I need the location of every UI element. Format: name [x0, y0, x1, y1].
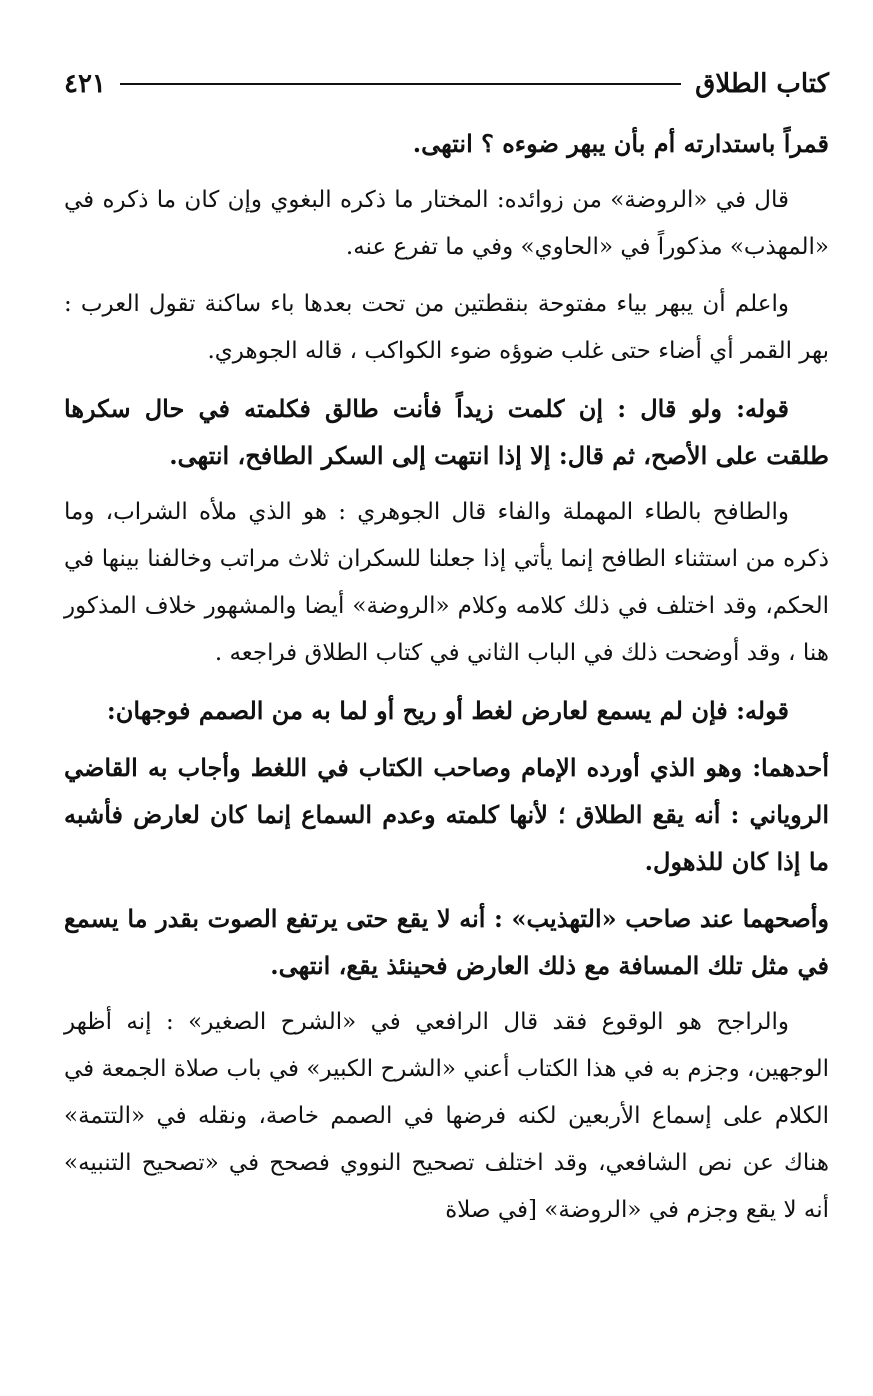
running-title: كتاب الطلاق [695, 69, 829, 99]
paragraph: أحدهما: وهو الذي أورده الإمام وصاحب الكتاب في اللغط وأجاب به القاضي الروياني : أنه يقع الطلاق ؛ لأنها كلمته وعدم السماع إنما كان لعارض فأشبه ما إذا كان للذهول. [64, 753, 829, 876]
page-body [64, 120, 829, 1244]
paragraph: قمراً باستدارته أم بأن يبهر ضوءه ؟ انتهى. [412, 129, 829, 158]
page-header [64, 62, 829, 106]
page-number: ٤٢١ [64, 69, 106, 99]
paragraph: وأصحهما عند صاحب «التهذيب» : أنه لا يقع حتى يرتفع الصوت بقدر ما يسمع في مثل تلك المسافة مع ذلك العارض فحينئذ يقع، انتهى. [64, 904, 829, 980]
paragraph: والطافح بالطاء المهملة والفاء قال الجوهري : هو الذي ملأه الشراب، وما ذكره من استثناء الطافح إنما يأتي إذا جعلنا للسكران ثلاث مراتب وخالفنا بينها في الحكم، وقد اختلف في ذلك كلامه وكلام «الروضة» أيضا والمشهور خلاف المذكور هنا ، وقد أوضحت ذلك في الباب الثاني في كتاب الطلاق فراجعه . [64, 499, 829, 666]
paragraph: قوله: فإن لم يسمع لعارض لغط أو ريح أو لما به من الصمم فوجهان: [106, 696, 789, 725]
paragraph: واعلم أن يبهر بياء مفتوحة بنقطتين من تحت بعدها باء ساكنة تقول العرب : بهر القمر أي أضاء حتى غلب ضوؤه ضوء الكواكب ، قاله الجوهري. [64, 291, 829, 364]
header-rule [120, 83, 681, 85]
paragraph: قال في «الروضة» من زوائده: المختار ما ذكره البغوي وإن كان ما ذكره في «المهذب» مذكوراً في «الحاوي» وفي ما تفرع عنه. [64, 187, 829, 260]
paragraph: قوله: ولو قال : إن كلمت زيداً فأنت طالق فكلمته في حال سكرها طلقت على الأصح، ثم قال: إلا إذا انتهت إلى السكر الطافح، انتهى. [64, 394, 829, 470]
paragraph: والراجح هو الوقوع فقد قال الرافعي في «الشرح الصغير» : إنه أظهر الوجهين، وجزم به في هذا الكتاب أعني «الشرح الكبير» في باب صلاة الجمعة في الكلام على إسماع الأربعين لكنه فرضها في الصمم خاصة، ونقله في «التتمة» هناك عن نص الشافعي، وقد اختلف تصحيح النووي فصحح في «تصحيح التنبيه» أنه لا يقع وجزم في «الروضة» [في صلاة [64, 1009, 829, 1223]
